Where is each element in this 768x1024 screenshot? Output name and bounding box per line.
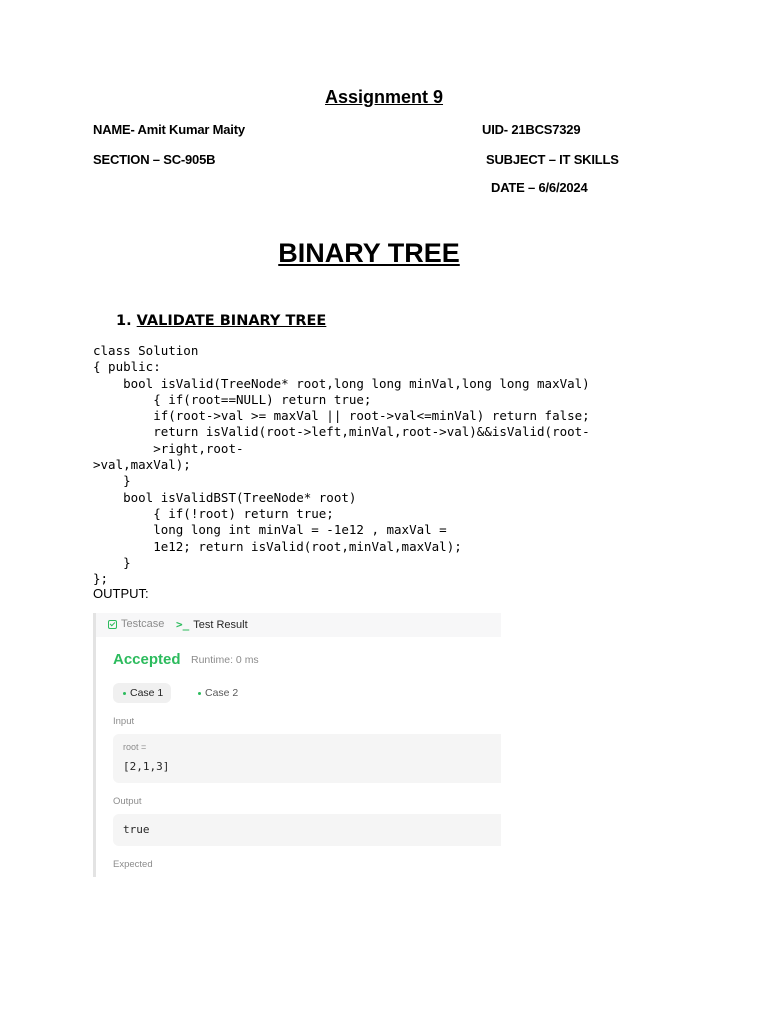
- input-box: [113, 734, 501, 783]
- tab-testcase[interactable]: [108, 618, 164, 630]
- case-2-label: Case 2: [205, 687, 239, 699]
- case-2-button[interactable]: [188, 683, 246, 703]
- case-1-label: Case 1: [130, 687, 164, 699]
- problem-number: 1.: [116, 313, 132, 329]
- date-label: DATE – 6/6/2024: [491, 180, 588, 195]
- tab-test-result[interactable]: [176, 618, 248, 631]
- input-var-label: root =: [123, 742, 147, 752]
- topic-heading: BINARY TREE: [278, 238, 460, 268]
- problem-heading: [116, 313, 326, 329]
- output-box: [113, 814, 501, 846]
- output-value: true: [123, 823, 150, 836]
- case-1-button[interactable]: [113, 683, 171, 703]
- student-uid: UID- 21BCS7329: [482, 122, 581, 137]
- section-label: SECTION – SC-905B: [93, 152, 216, 167]
- result-tab-bar: [96, 613, 501, 637]
- tab-testcase-label: Testcase: [121, 618, 165, 630]
- test-result-screenshot: [93, 613, 501, 877]
- subject-label: SUBJECT – IT SKILLS: [486, 152, 619, 167]
- input-value: [2,1,3]: [123, 760, 170, 773]
- pass-dot-icon: [198, 692, 201, 695]
- code-block: class Solution { public: bool isValid(TreeNode* root,long long minVal,long long maxVal) { if(root==NULL) return true; if(root->val >= maxVal || root->val<=minVal) return false; return isValid(root->left,minVal,root->val)&&isValid(root- >right,root- >val,maxVal); } bool isValidBST(TreeNode* root) { if(!root) return true; long long int minVal = -1e12 , maxVal = 1e12; return isValid(root,minVal,maxVal); } };: [93, 343, 590, 587]
- runtime-text: Runtime: 0 ms: [191, 654, 259, 666]
- terminal-icon: >_: [176, 618, 190, 631]
- assignment-title: Assignment 9: [324, 87, 444, 107]
- input-label: Input: [113, 716, 135, 727]
- student-name: NAME- Amit Kumar Maity: [93, 122, 245, 137]
- expected-label: Expected: [113, 859, 153, 870]
- checkbox-icon: [108, 620, 117, 629]
- output-label: OUTPUT:: [93, 586, 149, 601]
- pass-dot-icon: [123, 692, 126, 695]
- tab-test-result-label: Test Result: [193, 618, 248, 631]
- output-section-label: Output: [113, 796, 142, 807]
- problem-title: VALIDATE BINARY TREE: [136, 313, 327, 329]
- status-accepted: Accepted: [113, 651, 181, 668]
